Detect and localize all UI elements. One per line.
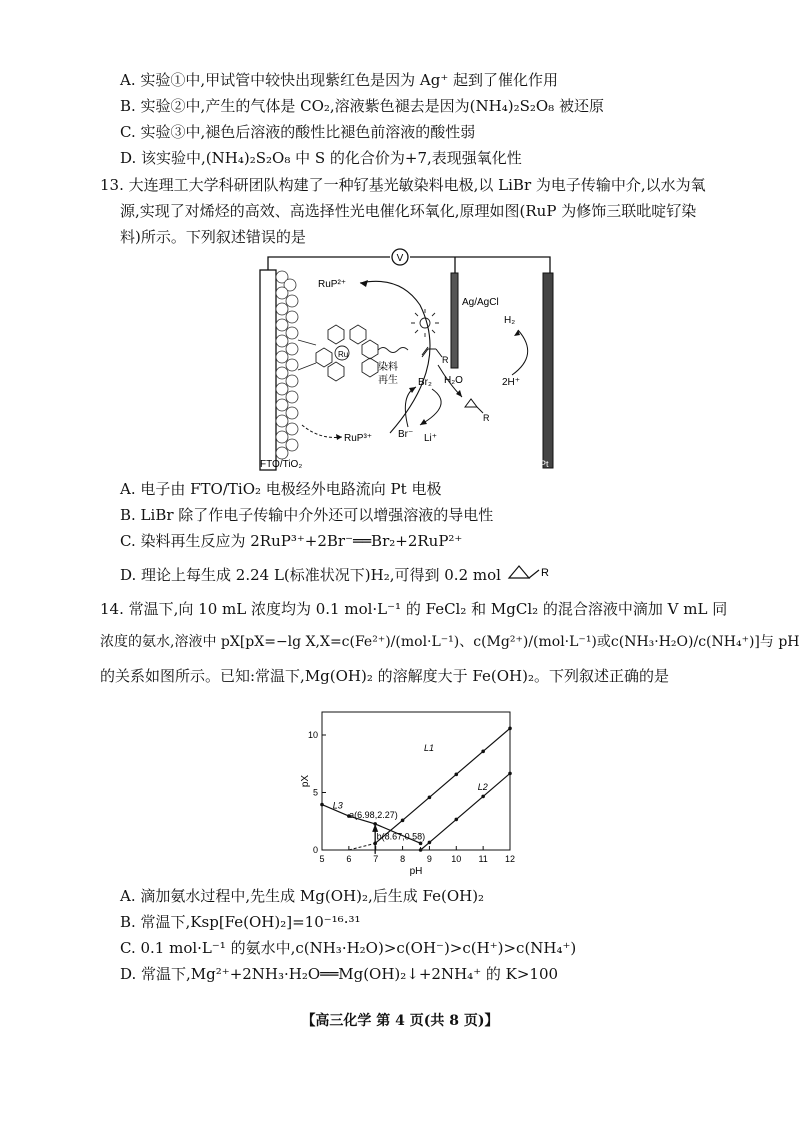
data-point-l2: [419, 848, 423, 852]
x-tick-label: 10: [451, 854, 462, 864]
data-point-l3: [373, 822, 377, 826]
epoxide-option-icon: [505, 558, 565, 588]
x-tick-label: 9: [426, 854, 432, 864]
data-point-l1: [401, 819, 405, 823]
y-tick-label: 0: [312, 845, 318, 855]
data-point-l3: [320, 803, 324, 807]
x-tick-label: 5: [319, 854, 325, 864]
q13-option-d: D. 理论上每生成 2.24 L(标准状况下)H₂,可得到 0.2 mol: [120, 566, 501, 584]
x-tick-label: 11: [478, 854, 488, 864]
ru-center-label: Ru: [338, 350, 349, 359]
series-label-l2: L2: [477, 782, 488, 793]
q14-option-a: A. 滴加氨水过程中,先生成 Mg(OH)₂,后生成 Fe(OH)₂: [120, 887, 485, 905]
l1-extension: [349, 843, 375, 850]
data-point-l1: [428, 796, 432, 800]
q14-stem-1: 14. 常温下,向 10 mL 浓度均为 0.1 mol·L⁻¹ 的 FeCl₂ 和 MgCl₂ 的混合溶液中滴加 V mL 同: [100, 600, 728, 618]
x-tick-label: 8: [400, 854, 406, 864]
px-ph-chart: [300, 700, 530, 880]
data-point-l2: [481, 795, 485, 799]
q12-option-b: B. 实验②中,产生的气体是 CO₂,溶液紫色褪去是因为(NH₄)₂S₂O₈ 被还原: [120, 97, 604, 115]
series-line-l1: [375, 728, 510, 843]
series-label-l3: L3: [332, 800, 343, 811]
x-tick-label: 12: [504, 854, 516, 864]
br-minus-label: Br⁻: [398, 429, 414, 440]
li-plus-label: Li⁺: [424, 433, 438, 444]
q14-stem-3: 的关系如图所示。已知:常温下,Mg(OH)₂ 的溶解度大于 Fe(OH)₂。下列叙述正确的是: [100, 667, 669, 685]
data-point-l1: [481, 750, 485, 754]
h-plus-label: 2H⁺: [502, 377, 521, 388]
q14-option-b: B. 常温下,Ksp[Fe(OH)₂]=10⁻¹⁶·³¹: [120, 913, 361, 931]
epoxide-r-label: R: [483, 413, 490, 423]
plot-frame: [322, 712, 510, 850]
q14-option-c: C. 0.1 mol·L⁻¹ 的氨水中,c(NH₃·H₂O)>c(OH⁻)>c(H⁺)>c(NH₄⁺): [120, 939, 577, 957]
series-label-l1: L1: [424, 743, 435, 754]
electrode-middle-label: Ag/AgCl: [462, 297, 499, 308]
option-d-r-label: R: [541, 567, 549, 579]
electrode-right-label: Pt: [540, 459, 549, 469]
dye-regen-label-2: 再生: [378, 375, 398, 386]
annotation-b-label: b(8.67,0.58): [376, 831, 426, 842]
page-footer: 【高三化学 第 4 页(共 8 页)】: [301, 1013, 499, 1029]
sun-icon: [411, 309, 439, 337]
electrode-left-label: FTO/TiO₂: [260, 459, 303, 470]
q12-option-a: A. 实验①中,甲试管中较快出现紫红色是因为 Ag⁺ 起到了催化作用: [120, 71, 559, 89]
q13-option-a: A. 电子由 FTO/TiO₂ 电极经外电路流向 Pt 电极: [120, 480, 442, 498]
data-point-l2: [428, 841, 432, 845]
alkene-icon: [422, 347, 442, 357]
q13-option-c: C. 染料再生反应为 2RuP³⁺+2Br⁻══Br₂+2RuP²⁺: [120, 532, 463, 550]
q13-option-b: B. LiBr 除了作电子传输中介外还可以增强溶液的导电性: [120, 506, 494, 524]
x-axis-label: pH: [409, 866, 423, 877]
alkene-r-label: R: [442, 355, 449, 365]
data-point-l2: [508, 772, 512, 776]
data-point-l1: [508, 727, 512, 731]
h2-label: H₂: [504, 315, 516, 326]
q13-photoelectrochemical-diagram: [250, 245, 570, 475]
epoxide-icon: [465, 399, 483, 413]
voltmeter-label: V: [396, 253, 404, 264]
data-point-l3: [419, 842, 423, 846]
q12-option-d: D. 该实验中,(NH₄)₂S₂O₈ 中 S 的化合价为+7,表现强氧化性: [120, 149, 522, 167]
data-point-l1: [373, 842, 377, 846]
tio2-particles-icon: [276, 271, 298, 459]
q13-stem-2: 源,实现了对烯烃的高效、高选择性光电催化环氧化,原理如图(RuP 为修饰三联吡啶钌染: [120, 202, 697, 220]
y-axis-label: pX: [300, 774, 311, 788]
annotation-a-label: a(6.98,2.27): [349, 809, 398, 820]
q14-stem-2: 浓度的氨水,溶液中 pX[pX=−lg X,X=c(Fe²⁺)/(mol·L⁻¹)、c(Mg²⁺)/(mol·L⁻¹)或c(NH₃·H₂O)/c(NH₄⁺)]与 pH: [100, 634, 800, 650]
y-tick-label: 10: [307, 730, 318, 740]
q13-stem-1: 13. 大连理工大学科研团队构建了一种钌基光敏染料电极,以 LiBr 为电子传输中介,以水为氧: [100, 176, 706, 194]
q13-stem-3: 料)所示。下列叙述错误的是: [120, 228, 306, 246]
dye-regen-label-1: 染料: [378, 362, 398, 373]
x-tick-label: 6: [346, 854, 352, 864]
x-tick-label: 7: [373, 854, 379, 864]
q14-option-d: D. 常温下,Mg²⁺+2NH₃·H₂O══Mg(OH)₂↓+2NH₄⁺ 的 K>100: [120, 965, 559, 983]
br2-label: Br₂: [418, 377, 432, 388]
data-point-l2: [454, 818, 458, 822]
rup3-label: RuP³⁺: [344, 433, 373, 444]
rup2-label: RuP²⁺: [318, 279, 347, 290]
data-point-l1: [454, 773, 458, 777]
q12-option-c: C. 实验③中,褪色后溶液的酸性比褪色前溶液的酸性弱: [120, 123, 476, 141]
series-line-l2: [421, 773, 510, 850]
y-tick-label: 5: [312, 787, 318, 798]
h2o-label: H₂O: [444, 375, 463, 386]
